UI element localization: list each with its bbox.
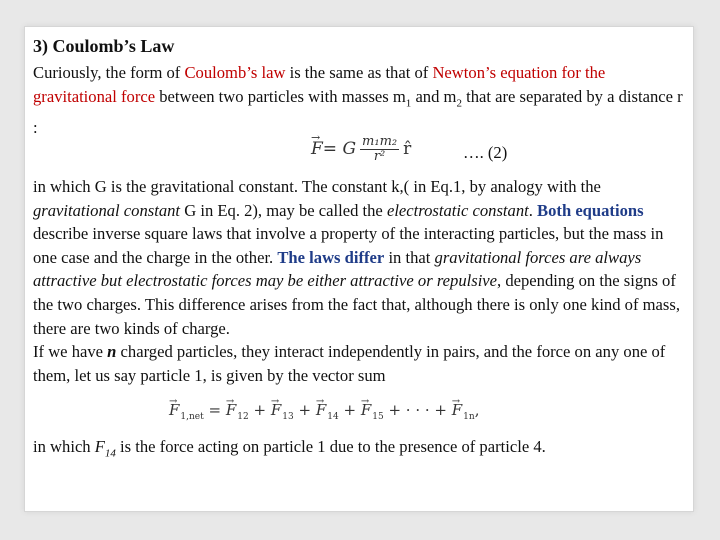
text: charged particles, they interact independently in pairs, and the force on any one of them, let us say particle 1, is given by the vector sum <box>33 342 666 385</box>
force-vector: → F <box>316 401 326 419</box>
highlight-laws-differ: The laws differ <box>277 247 385 267</box>
slide <box>24 26 694 512</box>
force-vector: → F <box>271 401 281 419</box>
force-vector: → F <box>452 401 462 419</box>
fraction <box>360 135 399 164</box>
text: between two particles with masses m <box>155 86 406 106</box>
italic-electrostatic-constant: electrostatic constant <box>386 200 529 220</box>
text: in which <box>33 437 95 457</box>
force-vector: → F <box>226 401 236 419</box>
equation-gravity-row <box>33 134 685 175</box>
denominator: r² <box>373 149 386 165</box>
subscript: 1 <box>405 96 412 109</box>
subscript: 1,net <box>180 412 204 423</box>
ellipsis-plus: + · · · + <box>383 401 452 420</box>
equation-number: …. (2) <box>463 143 508 163</box>
italic-force-nature: gravitational forces are always attractive but electrostatic forces may be either attractive or repulsive <box>33 247 642 291</box>
italic-gravitational-constant: gravitational constant <box>33 200 181 220</box>
plus: + <box>293 401 316 420</box>
comma: , <box>474 401 480 420</box>
plus: + <box>248 401 271 420</box>
equation-superposition-row <box>33 387 685 433</box>
text: in which G is the gravitational constant. The constant k,( in Eq.1, by analogy with the <box>33 177 601 197</box>
paragraph-comparison <box>33 175 685 340</box>
text: , depending on the signs of the two charges. This difference arises from the fact that, although there is only one kind of mass, there are two kinds of charge. <box>33 271 680 338</box>
text: . <box>528 200 538 220</box>
text: describe inverse square laws that involve a property of the interacting particles, but the mass in one case and the charge in the other. <box>33 224 664 267</box>
force-vector: → F <box>169 401 179 419</box>
text: G in Eq. 2), may be called the <box>180 200 387 220</box>
text: Curiously, the form of <box>33 63 185 82</box>
bold-n: n <box>107 342 117 362</box>
highlight-both-equations: Both equations <box>537 200 644 220</box>
subscript: 15 <box>372 412 384 423</box>
paragraph-coulomb-newton <box>33 61 685 139</box>
text: and m <box>411 86 457 106</box>
paragraph-f14 <box>33 435 685 466</box>
italic-f: F <box>94 437 105 457</box>
equation-superposition <box>169 399 479 430</box>
force-vector: → F <box>311 138 323 162</box>
slide-content <box>33 33 685 466</box>
text: is the same as that of <box>285 63 433 82</box>
equals-g: = G <box>322 138 357 159</box>
paragraph-superposition <box>33 340 685 387</box>
equals: = <box>203 401 226 420</box>
numerator: m₁m₂ <box>362 134 398 150</box>
highlight-coulombs-law: Coulomb’s law <box>184 63 286 82</box>
subscript: 12 <box>237 412 249 423</box>
equation-gravity <box>311 135 411 164</box>
subscript: 1n <box>463 412 475 423</box>
subscript: 14 <box>327 412 339 423</box>
plus: + <box>338 401 361 420</box>
subscript: 2 <box>456 96 462 109</box>
force-vector: → F <box>361 401 371 419</box>
text: is the force acting on particle 1 due to the presence of particle 4. <box>115 437 546 457</box>
text: that are separated by a distance r : <box>33 86 683 137</box>
unit-vector-r: r̂ <box>403 138 412 159</box>
subscript: 14 <box>104 447 116 460</box>
subscript: 13 <box>282 412 294 423</box>
highlight-newtons-equation: Newton’s equation for the gravitational force <box>33 63 606 106</box>
slide-title: 3) Coulomb’s Law <box>33 36 175 56</box>
text: in that <box>384 247 435 267</box>
text: If we have <box>33 342 108 362</box>
